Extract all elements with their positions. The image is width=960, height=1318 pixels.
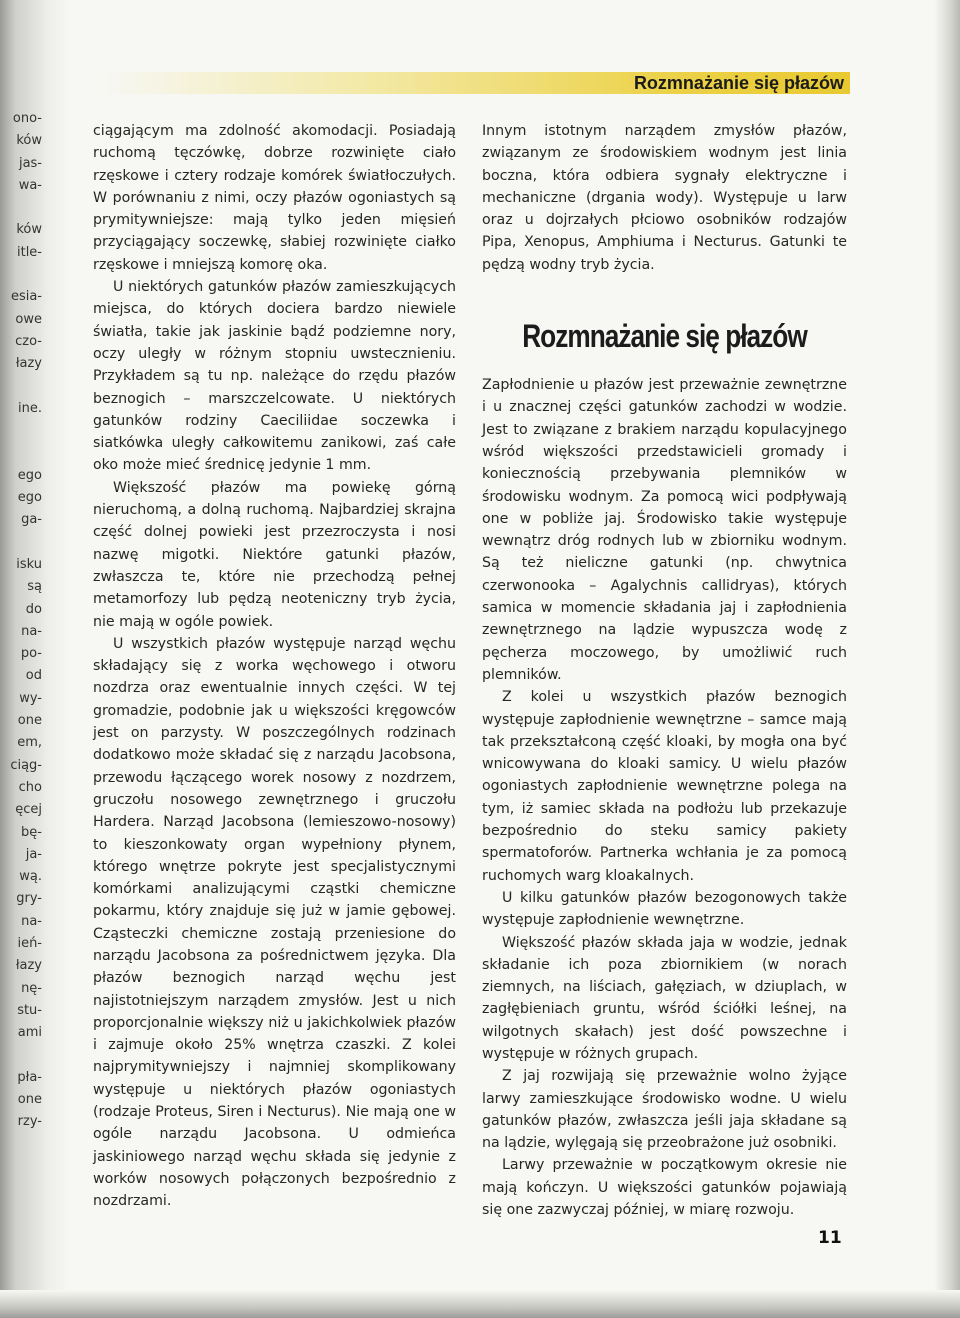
gutter-fragment xyxy=(0,442,42,464)
gutter-fragment xyxy=(0,376,42,398)
body-paragraph: U wszystkich płazów występuje narząd węchu składający się z worka węchowego i otworu nozdrza oraz ewentualnie innych części. W tej gromadzie, podobnie jak u większości kręgowców jest on parzysty. W poszczególnych rodzinach dodatkowo może składać się z narządu Jacobsona, przewodu łączącego worek nosowy z nozdrzem, gruczołu nosowego zewnętrznego i gruczołu Hardera. Narząd Jacobsona (lemieszowo-nosowy) to kieszonkowaty organ wypełniony płynem, którego wnętrze pokryte jest specjalistycznymi komórkami analizującymi cząstki chemiczne pokarmu, który znajduje się już w jamie gębowej. Cząsteczki chemiczne zostają przeniesione do narządu Jacobsona za pośrednictwem języka. Dla płazów beznogich narząd węchu jest najistotniejszym narządem zmysłów. Jest u nich proporcjonalnie większy niż u jakichkolwiek płazów i zajmuje około 25% wnętrza czaszki. Z kolei najprymitywniejszy i najmniej skomplikowany występuje u niektórych płazów ogoniastych (rodzaje Proteus, Siren i Necturus). Nie mają one w ogóle narządu Jacobsona. U odmieńca jaskiniowego narząd węchu składa się jedynie z worków nosowych połączonych bezpośrednio z nozdrzami. xyxy=(93,635,456,1210)
body-paragraph: Większość płazów ma powiekę górną nieruchomą, a dolną ruchomą. Najbardziej skrajna część dolnej powieki jest przezroczysta i nosi nazwę migotki. Niektóre gatunki płazów, zwłaszcza te, które nie przechodzą pełnej metamorfozy lub pędzą neoteniczny tryb życia, nie mają w ogóle powiek. xyxy=(93,479,456,630)
gutter-fragment xyxy=(0,197,42,219)
gutter-fragment: cho xyxy=(18,779,42,795)
body-paragraph: Z jaj rozwijają się przeważnie wolno żyjące larwy zamieszkujące środowisko wodne. U wielu gatunków płazów, zwłaszcza jeśli jaja składane są na lądzie, wylęgają się przeobrażone już osobniki. xyxy=(482,1068,847,1152)
body-paragraph: U niektórych gatunków płazów zamieszkujących miejsca, do których dociera bardzo niewiele światła, takie jak jaskinie bądź podziemne nory, oczy uległy w różnym stopniu uwstecznieniu. Przykładem są tu np. należące do rzędu płazów beznogich – marszczelcowate. U niektórych gatunków rodziny Caeciliidae soczewka i siatkówka uległy całkowitemu zanikowi, zaś całe oko może mieć średnicę jedynie 1 mm. xyxy=(93,279,456,474)
gutter-fragment: ków xyxy=(16,222,42,238)
gutter-fragment: wa- xyxy=(18,177,42,193)
gutter-fragment: ego xyxy=(17,467,42,483)
gutter-fragment: łazy xyxy=(15,356,42,372)
previous-page-gutter-text xyxy=(0,108,42,1134)
gutter-fragment: od xyxy=(25,668,42,684)
gutter-fragment: ków xyxy=(16,133,42,149)
gutter-fragment xyxy=(0,264,42,286)
gutter-fragment: czo- xyxy=(15,333,42,349)
gutter-fragment: wy- xyxy=(19,690,42,706)
gutter-fragment: one xyxy=(17,1092,42,1108)
gutter-fragment: pła- xyxy=(17,1069,42,1085)
gutter-fragment: po- xyxy=(20,646,42,662)
page-number: 11 xyxy=(818,1228,842,1248)
gutter-fragment xyxy=(0,420,42,442)
gutter-fragment: owe xyxy=(15,311,42,327)
gutter-fragment: rzy- xyxy=(17,1114,42,1130)
gutter-fragment: one xyxy=(17,713,42,729)
gutter-fragment: ga- xyxy=(21,512,42,528)
section-body xyxy=(482,374,847,1221)
page-edge-bottom xyxy=(0,1290,960,1318)
gutter-fragment: jas- xyxy=(18,155,42,171)
gutter-fragment: do xyxy=(25,601,42,617)
gutter-fragment: stu- xyxy=(17,1002,42,1018)
body-paragraph: U kilku gatunków płazów bezogonowych także występuje zapłodnienie wewnętrzne. xyxy=(482,889,847,929)
gutter-fragment: ień- xyxy=(17,935,42,951)
gutter-fragment: łazy xyxy=(15,958,42,974)
body-paragraph: ciągającym ma zdolność akomodacji. Posiadają ruchomą tęczówkę, dobrze rozwinięte ciało rzęskowe i cztery rodzaje komórek światłoczułych. W porównaniu z nimi, oczy płazów ogoniastych są prymitywniejsze: mają tylko jeden mięsień przyciągający soczewkę, słabiej rozwinięte ciałko rzęskowe i mniejszą komorę oka. xyxy=(93,123,456,273)
body-paragraph: Larwy przeważnie w początkowym okresie nie mają kończyn. U większości gatunków pojawiają się one zazwyczaj później, w miarę rozwoju. xyxy=(482,1157,847,1219)
gutter-fragment: gry- xyxy=(16,891,42,907)
gutter-fragment: itle- xyxy=(16,244,42,260)
gutter-fragment: ęcej xyxy=(15,802,42,818)
gutter-fragment: ine. xyxy=(18,400,42,416)
gutter-fragment: ami xyxy=(17,1025,42,1041)
gutter-fragment: ego xyxy=(17,490,42,506)
gutter-fragment: na- xyxy=(21,913,42,929)
gutter-fragment: em, xyxy=(17,735,42,751)
body-paragraph: Zapłodnienie u płazów jest przeważnie zewnętrzne i u znacznej części gatunków zachodzi w wodzie. Jest to związane z brakiem narządu kopulacyjnego wśród większości przedstawicieli gromady i koniecznością przebywania plemników w środowisku wodnym. Za pomocą wici podpływają one w pobliże jaj. Środowisko takie występuje wewnątrz dróg rodnych lub w zbiorniku wodnym. Są też nieliczne gatunki (np. chwytnica czerwonooka – Agalychnis callidryas), których samica w momencie składania jaj i zapłodnienia zewnętrznego na lądzie wypuszcza wodę z pęcherza moczowego, by umożliwić ruch plemników. xyxy=(482,377,847,683)
gutter-fragment: esia- xyxy=(10,289,42,305)
gutter-fragment xyxy=(0,532,42,554)
body-paragraph: Z kolei u wszystkich płazów beznogich występuje zapłodnienie wewnętrzne – samce mają tak przekształconą część kloaki, by mogła ona być wnicowywana do kloaki samicy. U wielu płazów ogoniastych zapłodnienie wewnętrzne polega na tym, iż samiec składa na podłożu lub przekazuje bezpośrednio do steku samicy pakiety spermatoforów. Partnerka wchłania je za pomocą ruchomych warg kloakalnych. xyxy=(482,689,847,884)
gutter-fragment: są xyxy=(27,579,42,595)
gutter-fragment: ja- xyxy=(25,846,42,862)
gutter-fragment: isku xyxy=(16,556,42,572)
left-text-column xyxy=(93,120,456,1213)
section-heading: Rozmnażanie się płazów xyxy=(522,318,807,355)
right-text-column xyxy=(482,120,847,1221)
intro-paragraph: Innym istotnym narządem zmysłów płazów, związanym ze środowiskiem wodnym jest linia boczna, która odbiera sygnały elektryczne i mechaniczne (drgania wody). Występuje u larw oraz u dojrzałych płciowo osobników rodzajów Pipa, Xenopus, Amphiuma i Necturus. Gatunki te pędzą wodny tryb życia. xyxy=(482,123,847,273)
gutter-fragment: ono- xyxy=(12,111,42,126)
gutter-fragment: bę- xyxy=(21,824,42,840)
gutter-fragment: na- xyxy=(21,623,42,639)
running-header-title: Rozmnażanie się płazów xyxy=(633,73,844,93)
gutter-fragment: nę- xyxy=(21,980,42,996)
gutter-fragment: wą. xyxy=(19,869,42,885)
page-edge-right xyxy=(934,0,960,1318)
gutter-fragment xyxy=(0,1044,42,1066)
body-paragraph: Większość płazów składa jaja w wodzie, jednak składanie ich poza zbiornikiem (w norach ziemnych, na liściach, gałęziach, w dziuplach, w zagłębieniach gruntu, wśród ściółki leśnej, na wilgotnych skałach) jest dość powszechne i występuje w różnych grupach. xyxy=(482,934,847,1062)
gutter-fragment: ciąg- xyxy=(10,757,42,773)
